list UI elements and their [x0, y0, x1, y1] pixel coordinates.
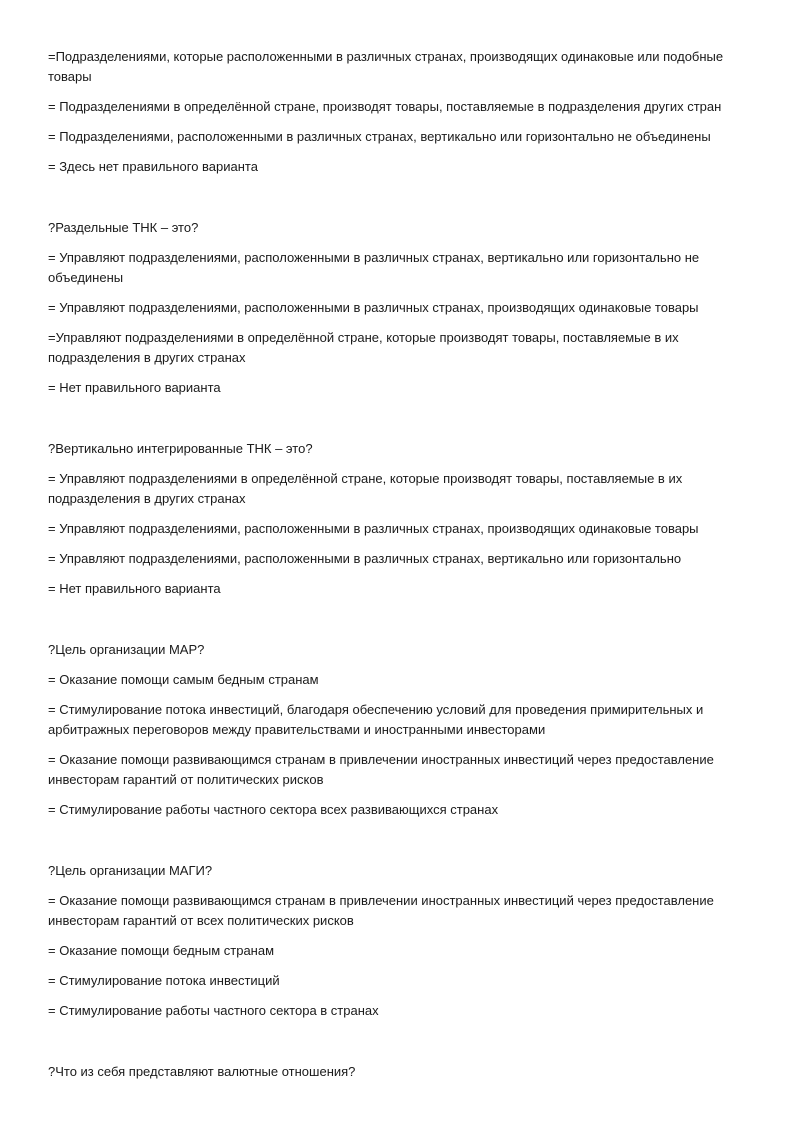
- answer-option: = Здесь нет правильного варианта: [48, 159, 258, 174]
- answer-option: =Управляют подразделениями в определённой стране, которые производят товары, поставляемые в их подразделения в других странах: [48, 330, 679, 365]
- answer-option: = Управляют подразделениями, расположенными в различных странах, вертикально или горизонтально: [48, 551, 682, 566]
- question-text: ?Что из себя представляют валютные отношения?: [48, 1064, 356, 1079]
- answer-option: = Управляют подразделениями в определённой стране, которые производят товары, поставляемые в их подразделения в других странах: [48, 471, 683, 506]
- answer-option: = Управляют подразделениями, расположенными в различных странах, вертикально или горизонтально не объединены: [48, 250, 700, 285]
- question-block-3: [48, 439, 758, 599]
- question-text: ?Раздельные ТНК – это?: [48, 220, 199, 235]
- question-text: ?Цель организации МАР?: [48, 642, 205, 657]
- answer-option: = Стимулирование потока инвестиций, благодаря обеспечению условий для проведения примирительных и арбитражных переговоров между правительствами и иностранными инвесторами: [48, 702, 704, 737]
- answer-option: = Управляют подразделениями, расположенными в различных странах, производящих одинаковые товары: [48, 300, 699, 315]
- answer-option: = Оказание помощи самым бедным странам: [48, 672, 319, 687]
- answer-option: = Оказание помощи бедным странам: [48, 943, 275, 958]
- question-block-1: [48, 47, 758, 177]
- answer-option: = Оказание помощи развивающимся странам в привлечении иностранных инвестиций через предоставление инвесторам гарантий от всех политических рисков: [48, 893, 714, 928]
- answer-option: = Нет правильного варианта: [48, 581, 221, 596]
- answer-option: = Подразделениями в определённой стране, производят товары, поставляемые в подразделения других стран: [48, 99, 722, 114]
- answer-option: = Стимулирование работы частного сектора всех развивающихся странах: [48, 802, 499, 817]
- document-page: [48, 47, 758, 1082]
- question-text: ?Цель организации МАГИ?: [48, 863, 213, 878]
- question-block-2: [48, 218, 758, 398]
- answer-option: = Оказание помощи развивающимся странам в привлечении иностранных инвестиций через предоставление инвесторам гарантий от политических рисков: [48, 752, 714, 787]
- question-block-6: [48, 1062, 758, 1082]
- answer-option: = Стимулирование работы частного сектора в странах: [48, 1003, 379, 1018]
- answer-option: = Управляют подразделениями, расположенными в различных странах, производящих одинаковые товары: [48, 521, 699, 536]
- answer-option: = Подразделениями, расположенными в различных странах, вертикально или горизонтально не объединены: [48, 129, 711, 144]
- answer-option: = Стимулирование потока инвестиций: [48, 973, 280, 988]
- answer-option: =Подразделениями, которые расположенными в различных странах, производящих одинаковые или подобные товары: [48, 49, 724, 84]
- question-text: ?Вертикально интегрированные ТНК – это?: [48, 441, 313, 456]
- answer-option: = Нет правильного варианта: [48, 380, 221, 395]
- question-block-5: [48, 861, 758, 1021]
- question-block-4: [48, 640, 758, 820]
